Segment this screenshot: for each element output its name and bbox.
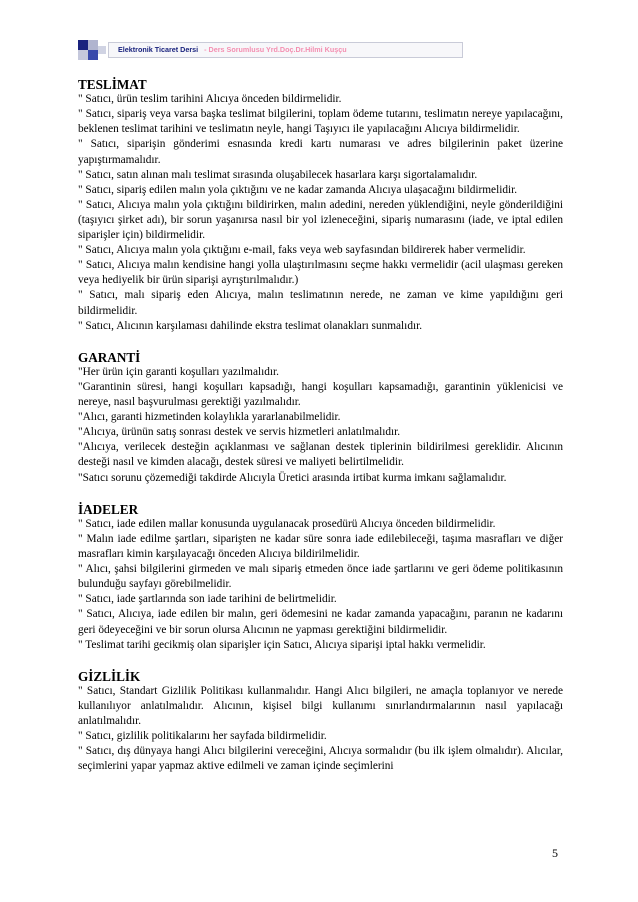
- section-spacer: [78, 334, 563, 350]
- section-spacer: [78, 653, 563, 669]
- paragraph: "Alıcı, garanti hizmetinden kolaylıkla yararlanabilmelidir.: [78, 411, 341, 424]
- section-title: İADELER: [78, 501, 139, 517]
- header-logo-icon: [78, 40, 88, 50]
- page-number: 5: [552, 846, 558, 860]
- paragraph: " Satıcı, iade şartlarında son iade tarihini de belirtmelidir.: [78, 593, 337, 606]
- paragraph: " Satıcı, Alıcının karşılaması dahilinde ekstra teslimat olanakları sunmalıdır.: [78, 319, 423, 332]
- paragraph: " Satıcı, malı sipariş eden Alıcıya, malın teslimatının nerede, ne zaman ve kime yapıldığını geri bildirmelidir.: [78, 289, 563, 317]
- instructor-name: - Ders Sorumlusu Yrd.Doç.Dr.Hilmi Kuşçu: [204, 45, 347, 54]
- section-teslimat: [78, 77, 563, 334]
- paragraph: " Satıcı, gizlilik politikalarını her sayfada bildirmelidir.: [78, 730, 327, 743]
- header-logo-icon: [78, 50, 88, 60]
- paragraph: " Satıcı, ürün teslim tarihini Alıcıya önceden bildirmelidir.: [78, 93, 342, 106]
- paragraph: " Alıcı, şahsi bilgilerini girmeden ve malı sipariş etmeden önce iade şartlarını ve geri ödeme politikasının bulunduğu sayfayı görebilmelidir.: [78, 563, 563, 591]
- paragraph: " Satıcı, Standart Gizlilik Politikası kullanmalıdır. Hangi Alıcı bilgileri, ne amaçla toplanıyor ve nerede kullanılıyor anlatılmalıdır. Alıcının, kişisel bilgi kullanımı sınırlandırmalarının nasıl yapılacağı anlatılmalıdır.: [78, 684, 563, 728]
- paragraph: " Satıcı, siparişin gönderimi esnasında kredi kartı numarası ve adres bilgilerinin paket üzerine yapıştırmamalıdır.: [78, 138, 563, 166]
- section-iadeler: [78, 502, 563, 653]
- paragraph: " Satıcı, sipariş edilen malın yola çıktığını ve ne kadar zamanda Alıcıya ulaşacağını bildirmelidir.: [78, 183, 518, 196]
- paragraph: " Satıcı, Alıcıya malın yola çıktığını e-mail, faks veya web sayfasından bildirerek haber vermelidir.: [78, 244, 526, 257]
- section-spacer: [78, 486, 563, 502]
- paragraph: " Satıcı, satın alınan malı teslimat sırasında oluşabilecek hasarlara karşı sigortalamalıdır.: [78, 168, 478, 181]
- course-header: [78, 40, 463, 60]
- paragraph: " Satıcı, Alıcıya malın yola çıktığını bildirirken, malın adedini, nereden yüklendiğini, neyle gönderildiğini (taşıyıcı şirket adı), bir sorun yaşanırsa nasıl bir yol izleneceğini, sipariş numarasını (iade, ve iptal edilen siparişler için) bildirmelidir.: [78, 198, 563, 242]
- paragraph: " Satıcı, Alıcıya, iade edilen bir malın, geri ödemesini ne kadar zamanda yapacağını, paranın ne kadarını geri ödeyeceğini ve bir sorun olursa Alıcının ne yapması gerektiğini bildirmelidir.: [78, 608, 563, 636]
- paragraph: "Garantinin süresi, hangi koşulları kapsadığı, hangi koşulları kapsamadığı, garantinin yüklenicisi ve nereye, nasıl başvurulması gerektiği yazılmalıdır.: [78, 381, 563, 409]
- section-title: TESLİMAT: [78, 77, 147, 92]
- section-title: GARANTİ: [78, 349, 141, 365]
- paragraph: "Alıcıya, ürünün satış sonrası destek ve servis hizmetleri anlatılmalıdır.: [78, 426, 401, 439]
- section-garanti: [78, 350, 563, 486]
- section-title: GİZLİLİK: [78, 668, 141, 684]
- paragraph: " Teslimat tarihi gecikmiş olan siparişler için Satıcı, Alıcıya siparişi iptal hakkı vermelidir.: [78, 638, 486, 651]
- paragraph: " Satıcı, Alıcıya malın kendisine hangi yolla ulaştırılmasını seçme hakkı vermelidir (acil ulaşması gereken veya hediyelik bir ürün siparişi ayrıştırılmalıdır.): [78, 259, 563, 287]
- header-logo-icon: [88, 50, 98, 60]
- course-title: Elektronik Ticaret Dersi: [118, 45, 199, 54]
- paragraph: " Satıcı, iade edilen mallar konusunda uygulanacak prosedürü Alıcıya önceden bildirmelidir.: [78, 517, 496, 530]
- paragraph: " Satıcı, sipariş veya varsa başka teslimat bilgilerini, toplam ödeme tutarını, teslimatın nereye yapılacağını, beklenen teslimat tarihini ve teslimatın neyle, hangi Taşıyıcı ile yapılacağını Alıcıya bildirmelidir.: [78, 108, 563, 136]
- document-body: [78, 77, 563, 774]
- paragraph: "Satıcı sorunu çözemediği takdirde Alıcıyla Üretici arasında irtibat kurma imkanı sağlamalıdır.: [78, 471, 507, 484]
- paragraph: "Alıcıya, verilecek desteğin açıklanması ve sağlanan destek tiplerinin bildirilmesi gereklidir. Alıcının desteği nasıl ve kimden alacağı, destek süresi ve maliyeti belirtilmelidir.: [78, 441, 563, 469]
- header-logo-icon: [88, 40, 98, 50]
- header-logo-icon: [98, 46, 106, 54]
- paragraph: " Malın iade edilme şartları, siparişten ne kadar süre sonra iade edilebileceği, taşıma masrafları ve diğer masrafları kimin karşılayacağı önceden Alıcıya bildirilmelidir.: [78, 532, 563, 561]
- header-bar: [108, 42, 463, 58]
- paragraph: " Satıcı, dış dünyaya hangi Alıcı bilgilerini vereceğini, Alıcıya sormalıdır (bu ilk işlem olmalıdır). Alıcılar, seçimlerini yapar yapmaz aktive edilmeli ve zaman içinde seçimlerini: [78, 745, 563, 773]
- paragraph: "Her ürün için garanti koşulları yazılmalıdır.: [78, 365, 279, 378]
- section-gizlilik: [78, 669, 563, 775]
